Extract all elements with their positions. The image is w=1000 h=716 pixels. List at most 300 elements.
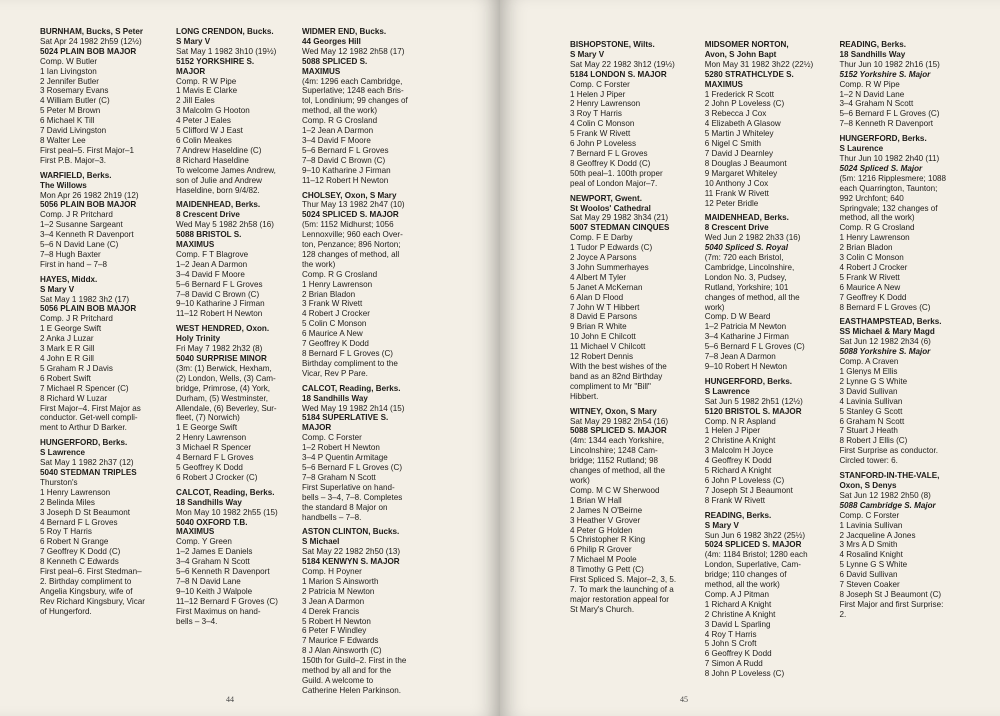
peal-record-line: 5–6 Kenneth R Davenport — [176, 567, 270, 577]
peal-record-line: 1 Henry Lawrenson — [40, 487, 111, 497]
peal-record-heading: HUNGERFORD, Berks. — [40, 438, 128, 448]
peal-record-heading: MAIDENHEAD, Berks. — [176, 200, 261, 210]
peal-record-line: 5088 Yorkshire S. Major — [839, 347, 931, 357]
peal-record-line: 7 David Livingston — [40, 126, 107, 136]
peal-record-line: Guild. A welcome to — [302, 676, 374, 685]
peal-record-line: S Lawrence — [704, 386, 750, 396]
peal-record-heading: WARFIELD, Berks. — [40, 170, 112, 180]
peal-record-line: 2 Henry Lawrenson — [176, 433, 247, 443]
peal-record-line: 6 Nigel C Smith — [704, 139, 761, 149]
peal-record-line: 9–10 Keith J Walpole — [176, 586, 253, 596]
peal-record-line: 6 Geoffrey K Dodd — [704, 649, 772, 659]
peal-record-line: 7. To mark the launching of a — [570, 584, 674, 594]
left-page-columns — [40, 27, 494, 701]
peal-record-line: 3 Frank W Rivett — [302, 299, 363, 309]
peal-record-line: 5–6 Bernard F L Groves (C) — [302, 462, 403, 472]
peal-record-line: 5 Stanley G Scott — [839, 406, 903, 416]
peal-record-line: 11 Frank W Rivett — [704, 188, 769, 198]
peal-record-line: 5 Peter M Brown — [40, 106, 101, 116]
peal-record-line: Catherine Helen Parkinson. — [302, 685, 401, 695]
peal-record-line: 10 Anthony J Cox — [704, 178, 769, 188]
peal-record-line: (2) London, Wells, (3) Cam- — [176, 373, 276, 383]
peal-record-heading: CALCOT, Reading, Berks. — [176, 487, 275, 497]
peal-record-line: compliment to Mr "Bill" — [570, 381, 651, 391]
peal-record-heading: EASTHAMPSTEAD, Berks. — [839, 317, 942, 327]
peal-record — [839, 471, 988, 620]
peal-record-line: 2 Christine A Knight — [704, 609, 776, 619]
peal-record-line: S Laurence — [839, 144, 884, 154]
peal-record-line: Mon May 10 1982 2h55 (15) — [176, 507, 278, 517]
peal-record-line: 6 Michael K Till — [40, 116, 95, 126]
right-page-column-1 — [570, 40, 703, 684]
peal-record-line: 11–12 Robert H Newton — [302, 175, 389, 185]
peal-record-line: 1–2 Jean A Darmon — [302, 126, 374, 136]
peal-record-line: 8 Crescent Drive — [704, 223, 769, 233]
peal-record-line: Wed May 12 1982 2h58 (17) — [302, 46, 405, 56]
peal-record-line: 5 Frank W Rivett — [570, 129, 631, 139]
peal-record — [705, 511, 838, 679]
peal-record-line: London, Superlative, Cam- — [704, 560, 801, 570]
peal-record-line: (5m: 1216 Ripplesmere; 1088 — [839, 173, 947, 183]
peal-record-line: 3 David L Sparling — [704, 619, 771, 629]
peal-record-line: 9–10 Katharine J Firman — [302, 165, 391, 175]
peal-record-line: Sat May 1 1982 3h2 (17) — [40, 294, 130, 304]
peal-record-line: 4 Bernard F L Groves — [40, 517, 118, 527]
peal-record-line: Lennoxville; 960 each Over- — [302, 230, 403, 240]
peal-record-line: 5 Graham R J Davis — [40, 363, 113, 373]
peal-record-line: 3–4 Graham N Scott — [839, 99, 914, 109]
peal-record-heading: STANFORD-IN-THE-VALE, — [839, 471, 940, 481]
peal-record-line: Comp. C Forster — [570, 79, 630, 89]
peal-record-line: 1 Frederick R Scott — [704, 89, 774, 99]
peal-record-line: 6 David Sullivan — [839, 570, 898, 580]
peal-record-line: 1 E George Swift — [176, 423, 238, 433]
peal-record-line: Thur Jun 10 1982 2h40 (11) — [839, 153, 940, 163]
peal-record-line: 2 Henry Lawrenson — [570, 99, 641, 109]
peal-record-line: 8 John P Loveless (C) — [704, 669, 785, 679]
peal-record-heading: BURNHAM, Bucks, S Peter — [40, 27, 143, 36]
peal-record-line: 2 John P Loveless (C) — [704, 99, 785, 109]
peal-record-line: MAJOR — [302, 423, 332, 433]
peal-record-line: 4 Robert J Crocker — [839, 262, 908, 272]
peal-record-line: Comp. R G Crosland — [302, 269, 378, 279]
peal-record-line: 5184 LONDON S. MAJOR — [570, 69, 667, 79]
peal-record-line: 3 Michael R Spencer — [176, 443, 252, 453]
peal-record-line: First Spliced S. Major–2, 3, 5. — [570, 575, 677, 585]
peal-record-line: Sat Apr 24 1982 2h59 (12½) — [40, 36, 142, 46]
peal-record — [570, 40, 703, 189]
peal-record-line: 12 Peter Bridle — [704, 198, 759, 208]
peal-record-line: 1 Lavinia Sullivan — [839, 520, 903, 530]
peal-record-line: Comp. R G Crosland — [302, 116, 378, 126]
peal-record-line: 1 Henry Lawrenson — [839, 233, 910, 243]
peal-record-line: 5024 SPLICED S. MAJOR — [302, 210, 399, 220]
peal-record-line: Comp. R W Pipe — [839, 79, 900, 89]
peal-record-line: peal of London Major–7. — [570, 178, 658, 188]
peal-record-line: Comp. A J Pitman — [704, 589, 770, 599]
peal-record-line: bridge, Primrose, (4) York, — [176, 383, 271, 393]
peal-record-line: 3 Rosemary Evans — [40, 86, 109, 96]
peal-record-line: the work) — [302, 259, 336, 269]
peal-record-line: 7–8 David C Brown (C) — [176, 289, 260, 299]
peal-record-line: MAXIMUS — [176, 527, 215, 537]
peal-record-line: 6 Peter F Windley — [302, 626, 367, 636]
peal-record-line: Sat Jun 12 1982 2h34 (6) — [839, 337, 931, 347]
peal-record-line: 3 Rebecca J Cox — [704, 109, 767, 119]
peal-record-line: S Mary V — [570, 49, 605, 59]
peal-record-line: 6 Robert J Crocker (C) — [176, 472, 258, 482]
peal-record-line: 1–2 James E Daniels — [176, 547, 253, 557]
peal-record-line: 5 Martin J Whiteley — [704, 129, 774, 139]
peal-record-line: First peal–6. First Stedman– — [40, 567, 142, 577]
peal-record-line: method, all the work) — [302, 106, 378, 116]
peal-record-line: Thur Jun 10 1982 2h16 (15) — [839, 59, 940, 69]
peal-record-line: 4 Robert J Crocker — [302, 309, 370, 319]
peal-record-line: Comp. J R Pritchard — [40, 314, 113, 324]
peal-record-line: 5024 PLAIN BOB MAJOR — [40, 46, 137, 56]
peal-record-line: First P.B. Major–3. — [40, 155, 106, 165]
peal-record-line: To welcome James Andrew, — [176, 165, 276, 175]
peal-record-line: major restoration appeal for — [570, 594, 669, 604]
peal-record-line: 4 Bernard F L Groves — [176, 453, 254, 463]
right-page-column-3 — [839, 40, 988, 684]
peal-record-line: 8 Douglas J Beaumont — [704, 158, 787, 168]
peal-record-line: 3 Roy T Harris — [570, 109, 622, 119]
peal-record-line: 3 Mark E R Gill — [40, 344, 95, 354]
peal-record-line: 5152 YORKSHIRE S. — [176, 56, 255, 66]
peal-record-line: Thurston's — [40, 477, 78, 487]
peal-record — [40, 27, 174, 166]
peal-record-line: 5–6 Bernard F L Groves — [176, 279, 263, 289]
peal-record-line: 4 John E R Gill — [40, 354, 94, 363]
peal-record-line: 7 Stuart J Heath — [839, 426, 898, 436]
peal-record-line: (7m: 720 each Bristol, — [704, 253, 784, 263]
peal-record-line: S Mary V — [704, 520, 739, 530]
peal-record-line: (4m: 1184 Bristol; 1280 each — [704, 550, 808, 560]
peal-record-line: St Mary's Church. — [570, 604, 635, 614]
peal-record-heading: HUNGERFORD, Berks. — [839, 134, 927, 144]
peal-record-heading: HAYES, Middx. — [40, 274, 98, 284]
peal-record — [176, 488, 300, 627]
peal-record-line: 2 Jacqueline A Jones — [839, 530, 916, 540]
peal-record-line: 8 Crescent Drive — [176, 210, 240, 220]
peal-record-line: 7 Joseph St J Beaumont — [704, 485, 793, 495]
peal-record-line: 7 Geoffrey K Dodd — [302, 339, 369, 349]
left-page-column-2 — [176, 27, 300, 701]
peal-record-line: 5–6 Bernard F L Groves — [302, 145, 389, 155]
peal-record — [40, 438, 174, 616]
peal-record-line: Wed Jun 2 1982 2h33 (16) — [704, 233, 801, 243]
peal-record-line: Sun Jun 6 1982 3h22 (25½) — [704, 530, 806, 540]
peal-record-line: Comp. H Poyner — [302, 567, 362, 577]
peal-record-heading: BISHOPSTONE, Wilts. — [570, 40, 655, 49]
peal-record-line: Comp. M C W Sherwood — [570, 485, 660, 495]
peal-record-line: 3–4 P Quentin Armitage — [302, 453, 388, 463]
peal-record-line: changes of method, all the — [570, 466, 665, 476]
peal-record-line: method, all the work) — [704, 580, 780, 590]
peal-record — [176, 200, 300, 319]
peal-record — [705, 40, 838, 208]
peal-record-line: 1 Mavis E Clarke — [176, 86, 238, 96]
peal-record — [302, 27, 436, 186]
peal-record-line: 4 Albert M Tyler — [570, 272, 627, 282]
peal-record-line: 1 Helen J Piper — [570, 89, 626, 99]
peal-record-line: 2 Christine A Knight — [704, 436, 776, 446]
peal-record-line: Sat May 29 1982 3h34 (21) — [570, 213, 669, 223]
peal-record-line: 3 Jean A Darmon — [302, 596, 365, 606]
peal-record-line: 5152 Yorkshire S. Major — [839, 69, 931, 79]
peal-record-line: 7 Michael R Spencer (C) — [40, 383, 129, 393]
peal-record-heading: NEWPORT, Gwent. — [570, 193, 642, 203]
peal-record-line: 8 Walter Lee — [40, 135, 86, 145]
peal-record — [839, 40, 988, 129]
peal-record-line: 44 Georges Hill — [302, 36, 361, 46]
peal-record-line: 9–10 Katharine J Firman — [176, 299, 265, 309]
peal-record-line: 5 Lynne G S White — [839, 560, 908, 570]
peal-record-heading: WEST HENDRED, Oxon. — [176, 324, 270, 334]
peal-record-line: 5088 SPLICED S. — [302, 56, 368, 66]
peal-record-line: 7–8 Jean A Darmon — [704, 352, 776, 362]
peal-record-line: 3–4 Katharine J Firman — [704, 332, 789, 342]
peal-record-line: Cambridge, Lincolnshire, — [704, 262, 795, 272]
peal-record-line: 8 David E Parsons — [570, 312, 638, 322]
peal-record-line: 10 John E Chilcott — [570, 332, 636, 342]
peal-record-line: 4 Geoffrey K Dodd — [704, 456, 772, 466]
peal-record-line: fleet, (7) Norwich) — [176, 413, 240, 423]
peal-record-line: 7 Michael M Poole — [570, 555, 637, 565]
peal-record-line: Comp. F T Blagrove — [176, 249, 249, 259]
peal-record-line: 3–4 Graham N Scott — [176, 557, 250, 567]
peal-record-line: 6 Colin Meakes — [176, 135, 232, 145]
right-page-columns — [570, 40, 990, 684]
peal-record-line: 7–8 N David Lane — [176, 576, 241, 586]
peal-record-line: First Maximus on hand- — [176, 606, 261, 616]
peal-record-line: Thur May 13 1982 2h47 (10) — [302, 200, 405, 210]
peal-record-line: First Superlative on hand- — [302, 482, 395, 492]
peal-record-line: 3 Joseph D St Beaumont — [40, 507, 130, 517]
peal-record-heading: CALCOT, Reading, Berks. — [302, 383, 401, 393]
peal-record-line: 3 Colin C Monson — [839, 253, 904, 263]
peal-record-line: S Michael — [302, 537, 340, 547]
peal-record-line: 3–4 David F Moore — [302, 135, 371, 145]
peal-record-line: 3 Malcolm H Joyce — [704, 446, 774, 456]
peal-record-line: Superlative; 1248 each Bris- — [302, 86, 404, 96]
peal-record-line: 2 Jennifer Butler — [40, 76, 99, 86]
peal-record-line: 3–4 Kenneth R Davenport — [40, 230, 134, 240]
peal-record-line: 4 Peter G Holden — [570, 525, 633, 535]
peal-record-line: Comp. F E Darby — [570, 233, 633, 243]
peal-record-line: 5040 STEDMAN TRIPLES — [40, 467, 137, 477]
peal-record-line: 4 Lavinia Sullivan — [839, 396, 903, 406]
peal-record-line: London No. 3, Pudsey, — [704, 272, 787, 282]
peal-record-line: 8 Joseph St J Beaumont (C) — [839, 589, 942, 599]
peal-record-line: 6 John P Loveless — [570, 139, 636, 149]
peal-record-line: 8 Robert J Ellis (C) — [839, 436, 908, 446]
peal-record-heading: ASTON CLINTON, Bucks. — [302, 527, 400, 537]
peal-record-line: 5 John S Croft — [704, 639, 757, 649]
peal-record-line: SS Michael & Mary Magd — [839, 327, 935, 337]
peal-record-line: ment to Arthur D Barker. — [40, 423, 127, 433]
peal-record-line: First Surprise as conductor. — [839, 446, 938, 456]
peal-record-line: 4 Derek Francis — [302, 606, 360, 616]
peal-record-line: 7–8 Kenneth R Davenport — [839, 119, 934, 129]
peal-record-line: 5–6 N David Lane (C) — [40, 240, 119, 250]
peal-record-line: MAXIMUS — [176, 240, 215, 250]
peal-record-line: changes of method, all the — [704, 292, 800, 302]
peal-record-line: 2 Patricia M Newton — [302, 586, 375, 596]
peal-record-line: method by all and for the — [302, 666, 392, 676]
peal-record-heading: HUNGERFORD, Berks. — [704, 376, 792, 386]
peal-record-line: conductor. Get-well compli- — [40, 413, 138, 423]
peal-record-line: 5–6 Bernard F L Groves (C) — [704, 342, 805, 352]
peal-record-line: 1–2 Robert H Newton — [302, 443, 380, 453]
peal-record-line: 6 Maurice A New — [302, 329, 363, 339]
right-page — [500, 0, 1000, 716]
peal-record-line: 5056 PLAIN BOB MAJOR — [40, 200, 137, 210]
peal-record-line: 7–8 Hugh Baxter — [40, 249, 101, 259]
peal-record-line: 1–2 N David Lane — [839, 89, 905, 99]
peal-record-line: Comp. C Forster — [302, 433, 362, 443]
peal-record-line: 8 Kenneth C Edwards — [40, 557, 119, 567]
peal-record-line: Circled tower: 6. — [839, 456, 898, 466]
peal-record-line: 5007 STEDMAN CINQUES — [570, 223, 670, 233]
peal-record-line: With the best wishes of the — [570, 362, 667, 371]
peal-record-line: Sat Jun 5 1982 2h51 (12½) — [704, 396, 803, 406]
peal-record — [40, 275, 174, 434]
peal-record-line: Sat May 29 1982 2h54 (16) — [570, 416, 669, 426]
peal-record-line: 1–2 Susanne Sargeant — [40, 220, 123, 230]
peal-record-line: 5 Colin C Monson — [302, 319, 367, 329]
peal-record-line: 3 John Summerhayes — [570, 262, 649, 272]
peal-record-line: 6 Robert N Grange — [40, 537, 109, 547]
peal-record-line: 5088 Cambridge S. Major — [839, 500, 936, 510]
peal-record-line: handbells – 7–8. — [302, 512, 362, 522]
peal-record — [302, 384, 436, 523]
peal-record-line: 5 Frank W Rivett — [839, 272, 900, 282]
peal-record-line: Vicar, Rev P Pare. — [302, 368, 368, 378]
peal-record-line: bridge; 1152 Rutland; 98 — [570, 456, 659, 466]
peal-record-line: 11–12 Robert H Newton — [176, 309, 263, 319]
peal-record-line: 1 Marion S Ainsworth — [302, 576, 379, 586]
peal-record — [705, 213, 838, 372]
peal-record-heading: LONG CRENDON, Bucks. — [176, 27, 274, 36]
peal-record-line: 4 Roy T Harris — [704, 629, 757, 639]
peal-record-line: MAJOR — [176, 66, 206, 76]
peal-record-line: work) — [704, 302, 725, 312]
peal-record-heading: MIDSOMER NORTON, — [704, 40, 789, 49]
peal-record-line: 2. — [839, 609, 847, 619]
peal-record-line: 6 Graham N Scott — [839, 416, 905, 426]
peal-record-line: 150th for Guild–2. First in the — [302, 656, 407, 666]
peal-record-line: S Lawrence — [40, 448, 85, 458]
peal-record-line: 7–8 Graham N Scott — [302, 472, 376, 482]
peal-record-line: 5184 SUPERLATIVE S. — [302, 413, 389, 423]
peal-record-line: 5 Christopher R King — [570, 535, 646, 545]
peal-record-line: 5056 PLAIN BOB MAJOR — [40, 304, 137, 314]
peal-record-line: 8 Richard Haseldine — [176, 155, 249, 165]
peal-record-line: 7 Andrew Haseldine (C) — [176, 145, 262, 155]
left-page-column-1 — [40, 27, 174, 701]
peal-record-line: 6 Alan D Flood — [570, 292, 624, 302]
peal-record-line: St Woolos' Cathedral — [570, 203, 651, 213]
peal-record-line: MAXIMUS — [704, 79, 743, 89]
peal-record-line: Comp. Y Green — [176, 537, 232, 547]
right-page-column-2 — [705, 40, 838, 684]
peal-record-line: 3 Heather V Grover — [570, 515, 641, 525]
peal-record-line: 5040 OXFORD T.B. — [176, 517, 248, 527]
peal-record-line: The Willows — [40, 180, 87, 190]
peal-record-line: 3–4 David F Moore — [176, 269, 245, 279]
peal-record-line: 4 William Butler (C) — [40, 96, 110, 106]
peal-record — [302, 191, 436, 379]
peal-record-line: 18 Sandhills Way — [839, 49, 906, 59]
peal-record-line: of Hungerford. — [40, 606, 92, 616]
peal-record-line: 4 Elizabeth A Glasow — [704, 119, 781, 129]
peal-record-line: 5 Clifford W J East — [176, 126, 243, 136]
peal-record-line: 1–2 Jean A Darmon — [176, 259, 248, 269]
peal-record-line: each Quarrington, Taunton; — [839, 183, 938, 193]
peal-record-line: 992 Urchfont; 640 — [839, 193, 904, 203]
peal-record — [40, 171, 174, 270]
peal-record-line: 2 Brian Bladon — [302, 289, 356, 299]
peal-record-line: Lincolnshire; 1248 Cam- — [570, 446, 658, 456]
peal-record-line: 2 Jill Eales — [176, 96, 215, 106]
peal-record-line: 4 Peter J Eales — [176, 116, 231, 126]
peal-record — [570, 194, 703, 402]
peal-record-line: Comp. R W Pipe — [176, 76, 237, 86]
peal-record-line: 1 Henry Lawrenson — [302, 279, 373, 289]
peal-record-line: band as an 82nd Birthday — [570, 371, 663, 381]
peal-record-line: 4 Colin C Monson — [570, 119, 635, 129]
peal-record-line: bridge; 110 changes of — [704, 570, 787, 580]
peal-record-line: Sat May 1 1982 2h37 (12) — [40, 458, 134, 468]
peal-record-line: Rutland, Yorkshire; 101 — [704, 282, 789, 292]
peal-record — [176, 324, 300, 483]
peal-record-line: S Mary V — [176, 36, 211, 46]
peal-record-line: 9 Margaret Whiteley — [704, 168, 778, 178]
peal-record-line: 5024 Spliced S. Major — [839, 163, 923, 173]
peal-record-line: 7 Geoffrey K Dodd (C) — [40, 547, 121, 557]
peal-record-line: 7–8 David C Brown (C) — [302, 155, 386, 165]
peal-record-line: 5 Robert H Newton — [302, 616, 371, 626]
peal-record-line: Durham, (5) Westminster, — [176, 393, 269, 403]
peal-record-line: 5088 BRISTOL S. — [176, 230, 242, 240]
peal-record-line: 2 James N O'Beirne — [570, 505, 643, 515]
peal-record-line: MAXIMUS — [302, 66, 341, 76]
peal-record-line: 128 changes of method, all — [302, 249, 400, 259]
peal-record-line: Oxon, S Denys — [839, 480, 897, 490]
peal-record-line: Fri May 7 1982 2h32 (8) — [176, 344, 263, 354]
peal-record-line: Allendale, (6) Beverley, Sur- — [176, 403, 277, 413]
peal-record-line: 7 Simon A Rudd — [704, 659, 763, 669]
peal-record-line: 2 Lynne G S White — [839, 376, 908, 386]
peal-record-line: Comp. J R Pritchard — [40, 210, 113, 220]
peal-record-line: (4m: 1296 each Cambridge, — [302, 76, 403, 86]
peal-record-line: Birthday compliment to the — [302, 358, 398, 368]
peal-record-line: 6 John P Loveless (C) — [704, 475, 785, 485]
peal-record-line: 1 Richard A Knight — [704, 599, 772, 609]
peal-record-line: Mon May 31 1982 3h22 (22½) — [704, 59, 814, 69]
peal-record-line: 1 Ian Livingston — [40, 66, 97, 76]
peal-record-line: Comp. C Forster — [839, 510, 900, 520]
peal-record-line: 8 Geoffrey K Dodd (C) — [570, 158, 651, 168]
peal-record-line: First peal–5. First Major–1 — [40, 145, 135, 155]
peal-record-line: 6 Philip R Grover — [570, 545, 632, 555]
peal-record-line: Wed May 19 1982 2h14 (15) — [302, 403, 405, 413]
peal-record-line: 1 Brian W Hall — [570, 495, 622, 505]
peal-record-line: 5–6 Bernard F L Groves (C) — [839, 109, 940, 119]
page-number-right: 45 — [680, 695, 688, 704]
